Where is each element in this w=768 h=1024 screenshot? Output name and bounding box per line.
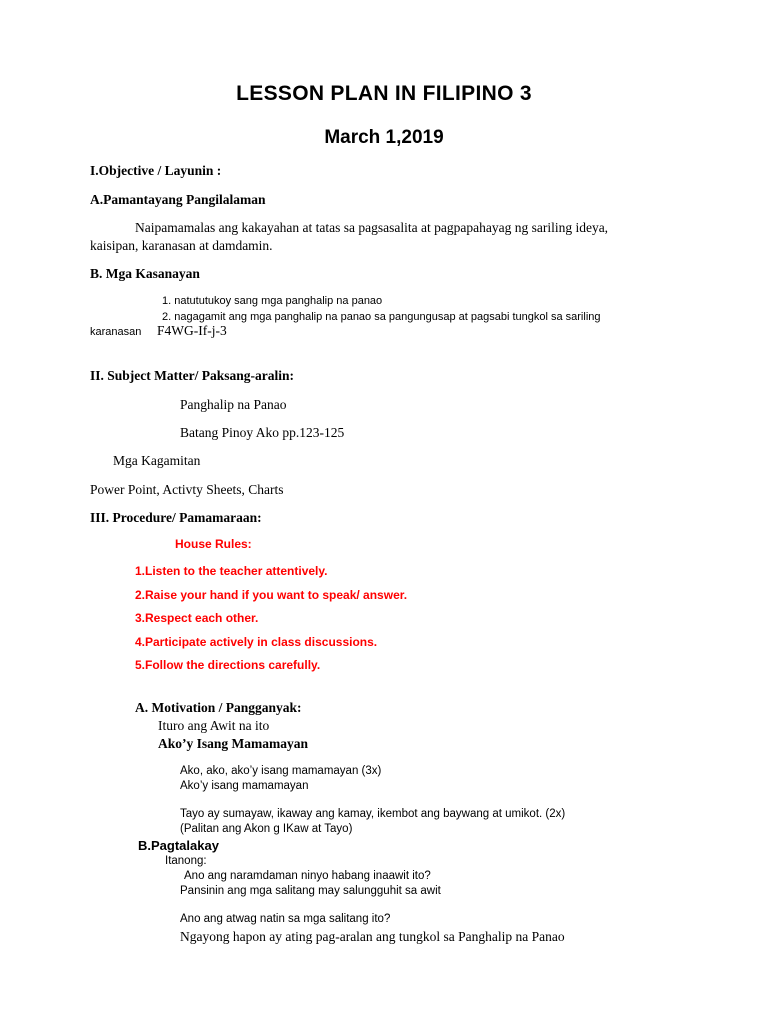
song-line: Tayo ay sumayaw, ikaway ang kamay, ikembot ang baywang at umikot. (2x) — [180, 808, 566, 820]
skill-code: F4WG-If-j-3 — [157, 323, 227, 338]
song-title: Ako’y Isang Mamamayan — [158, 736, 309, 751]
materials-heading: Mga Kagamitan — [113, 453, 201, 468]
song-line: Ako, ako, ako’y isang mamamayan (3x) — [180, 765, 382, 777]
subject-topic: Panghalip na Panao — [180, 397, 287, 412]
skills-heading: B. Mga Kasanayan — [90, 266, 200, 281]
questions-label: Itanong: — [165, 855, 207, 867]
song-line: Ako’y isang mamamayan — [180, 780, 309, 792]
skill-1: 1. natututukoy sang mga panghalip na panao — [162, 295, 383, 307]
standard-line-1: Naipamamalas ang kakayahan at tatas sa pagsasalita at pagpapahayag ng sariling ideya, — [135, 220, 609, 235]
subject-reference: Batang Pinoy Ako pp.123-125 — [180, 425, 345, 440]
motivation-instruction: Ituro ang Awit na ito — [158, 718, 270, 733]
discussion-heading: B.Pagtalakay — [138, 838, 219, 853]
page-title: LESSON PLAN IN FILIPINO 3 — [236, 82, 532, 105]
materials-list: Power Point, Activty Sheets, Charts — [90, 482, 284, 497]
house-rule-item: 2.Raise your hand if you want to speak/ answer. — [135, 588, 408, 602]
closing-statement: Ngayong hapon ay ating pag-aralan ang tungkol sa Panghalip na Panao — [180, 929, 565, 944]
skill-2: 2. nagagamit ang mga panghalip na panao sa pangungusap at pagsabi tungkol sa sariling — [162, 311, 601, 323]
procedure-heading: III. Procedure/ Pamamaraan: — [90, 510, 262, 525]
subject-heading: II. Subject Matter/ Paksang-aralin: — [90, 368, 294, 383]
standard-heading: A.Pamantayang Pangilalaman — [90, 192, 266, 207]
house-rule-item: 4.Participate actively in class discussions. — [135, 635, 378, 649]
house-rule-item: 3.Respect each other. — [135, 611, 259, 625]
question-1-note: Pansinin ang mga salitang may salungguhit sa awit — [180, 885, 441, 897]
motivation-heading: A. Motivation / Pangganyak: — [135, 700, 302, 715]
song-line: (Palitan ang Akon g IKaw at Tayo) — [180, 823, 353, 835]
standard-line-2: kaisipan, karanasan at damdamin. — [90, 238, 273, 253]
house-rule-item: 5.Follow the directions carefully. — [135, 658, 321, 672]
house-rule-item: 1.Listen to the teacher attentively. — [135, 564, 328, 578]
skill-2-continued: karanasan — [90, 326, 142, 338]
question-1: Ano ang naramdaman ninyo habang inaawit ito? — [184, 870, 431, 882]
lesson-date: March 1,2019 — [324, 127, 444, 148]
house-rules-title: House Rules: — [175, 537, 252, 551]
objective-heading: I.Objective / Layunin : — [90, 163, 222, 178]
question-2: Ano ang atwag natin sa mga salitang ito? — [180, 913, 391, 925]
